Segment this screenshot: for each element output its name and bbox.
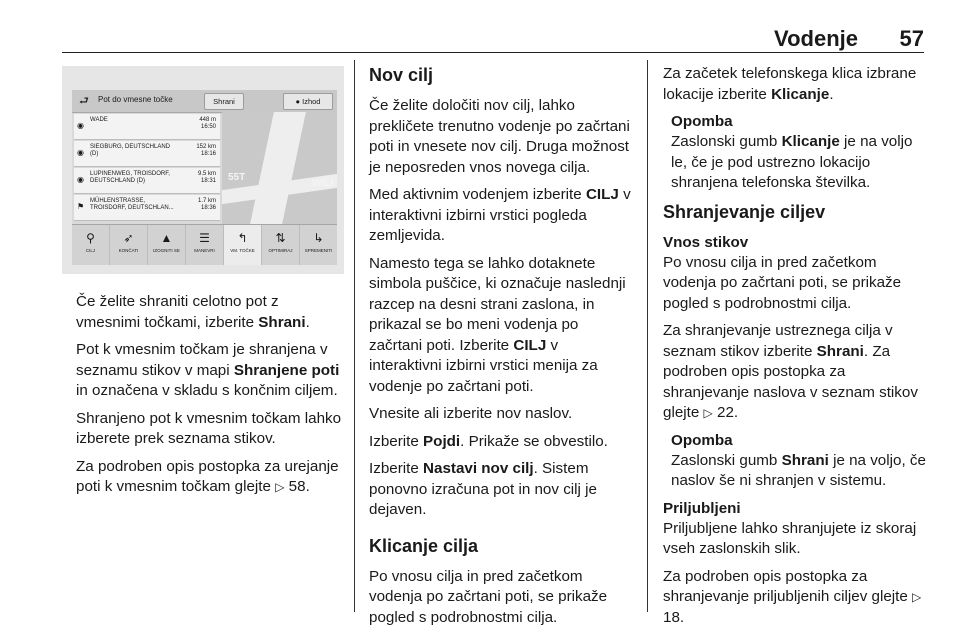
column-divider (647, 60, 648, 612)
list-item[interactable]: ◉ WADE 448 m 16:50 (74, 114, 220, 140)
paragraph: Namesto tega se lahko dotaknete simbola puščice, ki označuje naslednji razcep na desni strani zaslona, in prikazal se bo meni vodenja po začrtani poti. Izberite CILJ v interaktivni izbirni vrstici menija za vodenje po začrtani poti. (369, 254, 626, 395)
paragraph: Za podroben opis postopka za urejanje poti k vmesnim točkam glejte ▷ 58. (76, 457, 339, 495)
text-column-3 (663, 64, 931, 635)
interactive-selector-bar (72, 224, 337, 265)
list-item[interactable]: ◉ LUPINENWEG, TROISDORF, DEUTSCHLAND (D) 9.5 km 18:31 (74, 168, 220, 194)
section-heading: Nov cilj (369, 65, 434, 85)
toolbar-end-button[interactable]: ➶ KONČATI (110, 225, 148, 265)
map-label: WILI (311, 178, 333, 189)
back-arrow-icon[interactable]: ⮐ (79, 95, 89, 107)
maneuvers-icon: ☰ (199, 231, 210, 245)
optimize-icon: ⇅ (275, 231, 286, 245)
page-reference-icon: ▷ (275, 480, 285, 494)
paragraph: Po vnosu cilja in pred začetkom vodenja po začrtani poti, se prikaže pogled s podrobnostmi cilja. (369, 567, 608, 626)
toolbar-waypoints-button[interactable]: ↰ VM. TOČKE (224, 225, 262, 265)
toolbar-optimize-button[interactable]: ⇅ OPTIMIRAJ (262, 225, 300, 265)
toolbar-maneuvers-button[interactable]: ☰ MANEVRI (186, 225, 224, 265)
page-header (62, 18, 924, 53)
paragraph: Shranjeno pot k vmesnim točkam lahko izberete prek seznama stikov. (76, 409, 342, 447)
paragraph: Zaslonski gumb Klicanje je na voljo le, če je pod ustrezno lokacijo shranjena telefonska številka. (671, 133, 913, 191)
note-box (671, 431, 931, 492)
map-view[interactable] (222, 112, 337, 224)
exit-button[interactable]: ● Izhod (283, 93, 333, 110)
paragraph: Pot k vmesnim točkam je shranjena v seznamu stikov v mapi Shranjene poti in označena v skladu s končnim ciljem. (76, 341, 340, 399)
paragraph: Zaslonski gumb Shrani je na voljo, če naslov še ni shranjen v sistemu. (671, 451, 926, 489)
page-reference-icon: ▷ (703, 406, 713, 420)
list-item[interactable]: ⚑ MÜHLENSTRASSE, TROISDORF, DEUTSCHLAN... 1.7 km 18:36 (74, 195, 220, 221)
text-column-1 (76, 292, 344, 505)
end-route-icon: ➶ (123, 231, 134, 245)
toolbar-destination-button[interactable]: ⚲ CILJ (72, 225, 110, 265)
page-link[interactable]: 22. (717, 404, 739, 421)
avoid-icon: ▲ (160, 231, 173, 245)
paragraph: Vnesite ali izberite nov naslov. (369, 405, 573, 422)
paragraph: Za shranjevanje ustreznega cilja v seznam stikov izberite Shrani. Za podroben opis postopka za shranjevanje naslova v seznam stikov glejte ▷ 22. (663, 322, 918, 421)
search-icon: ⚲ (86, 231, 95, 245)
paragraph: Po vnosu cilja in pred začetkom vodenja po začrtani poti, se prikaže pogled s podrobnostmi cilja. (663, 253, 902, 312)
list-item[interactable]: ◉ SIEGBURG, DEUTSCHLAND (D) 152 km 18:16 (74, 141, 220, 167)
note-title: Opomba (671, 431, 733, 449)
paragraph: Med aktivnim vodenjem izberite CILJ v interaktivni izbirni vrstici pogleda zemljevida. (369, 186, 631, 244)
paragraph: Priljubljene lahko shranjujete iz skoraj vseh zaslonskih slik. (663, 519, 917, 557)
location-pin-icon: ◉ (77, 175, 84, 184)
save-button[interactable]: Shrani (204, 93, 244, 110)
text-column-2 (369, 64, 633, 635)
page-link[interactable]: 18. (663, 608, 685, 626)
location-pin-icon: ◉ (77, 148, 84, 157)
screen-title: Pot do vmesne točke (98, 95, 173, 104)
screen-top-bar (72, 90, 337, 113)
paragraph: Izberite Pojdi. Prikaže se obvestilo. (369, 432, 608, 450)
location-pin-icon: ◉ (77, 121, 84, 130)
column-divider (354, 60, 355, 612)
paragraph: Če želite shraniti celotno pot z vmesnimi točkami, izberite Shrani. (76, 293, 310, 331)
toolbar-change-button[interactable]: ↳ SPREMENITI (300, 225, 337, 265)
note-box (671, 112, 931, 194)
infotainment-screen (72, 90, 337, 265)
flag-icon: ⚑ (77, 202, 85, 211)
section-heading: Klicanje cilja (369, 535, 479, 556)
page-title: Vodenje (774, 26, 858, 51)
page-reference-icon: ▷ (912, 590, 922, 604)
paragraph: Za podroben opis postopka za shranjevanje priljubljenih ciljev glejte ▷ 18. (663, 567, 922, 626)
navigation-screenshot (62, 66, 344, 274)
map-label: 55T (228, 172, 246, 183)
note-title: Opomba (671, 113, 733, 130)
paragraph: Za začetek telefonskega klica izbrane lokacije izberite Klicanje. (663, 65, 917, 103)
subsection-heading: Vnos stikov (663, 233, 749, 251)
toolbar-avoid-button[interactable]: ▲ IZOGNITI SE (148, 225, 186, 265)
page-number: 57 (899, 26, 924, 51)
exit-icon: ● (295, 97, 301, 106)
waypoints-icon: ↰ (237, 231, 248, 245)
section-heading: Shranjevanje ciljev (663, 201, 826, 222)
change-icon: ↳ (313, 231, 324, 245)
paragraph: Izberite Nastavi nov cilj. Sistem ponovno izračuna pot in nov cilj je dejaven. (369, 460, 597, 518)
page-link[interactable]: 58. (288, 478, 310, 495)
paragraph: Če želite določiti nov cilj, lahko prekličete trenutno vodenje po začrtani poti in vnesete nov cilj. Druga možnost je neposreden vnos novega cilja. (369, 97, 630, 176)
map-road (250, 112, 306, 224)
waypoint-list (74, 114, 220, 222)
subsection-heading: Priljubljeni (663, 499, 741, 517)
